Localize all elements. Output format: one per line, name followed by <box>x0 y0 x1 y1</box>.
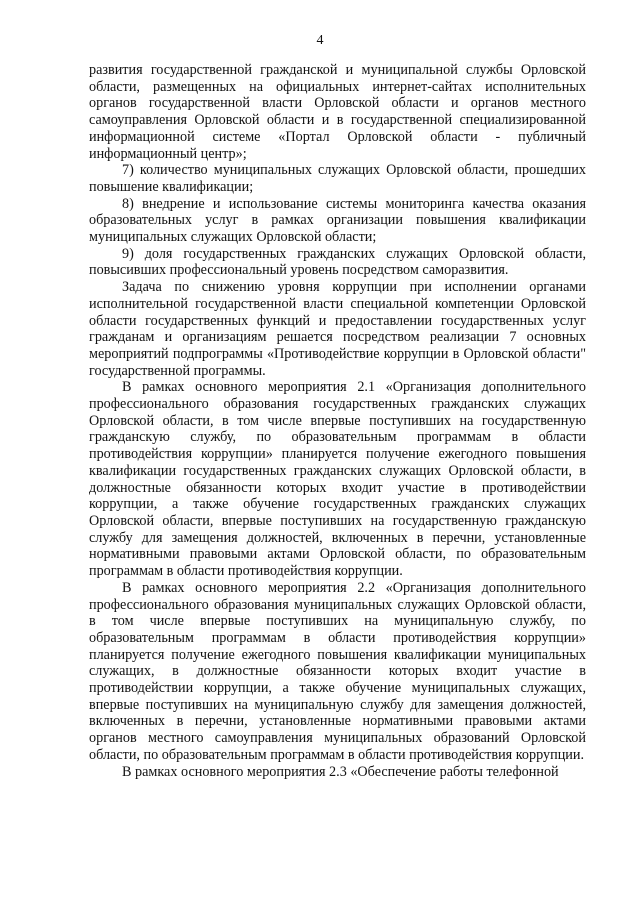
paragraph-continued-from-previous-page: развития государственной гражданской и муниципальной службы Орловской области, размещенных на официальных интернет-сайтах исполнительных органов государственной власти Орловской области и органов местного самоуправления Орловской области и в государственной специализированной информационной системе «Портал Орловской области - публичный информационный центр»; <box>89 62 586 162</box>
list-item-7-trained-municipal-employees: 7) количество муниципальных служащих Орловской области, прошедших повышение квалификации; <box>89 162 586 195</box>
paragraph-measure-2-3-start: В рамках основного мероприятия 2.3 «Обеспечение работы телефонной <box>122 763 559 780</box>
paragraph-anticorruption-task: Задача по снижению уровня коррупции при исполнении органами исполнительной государственной власти специальной компетенции Орловской области государственных функций и предоставлении государственных услуг гражданам и организациям решается посредством реализации 7 основных мероприятий подпрограммы «Противодействие коррупции в Орловской области" государственной программы. <box>89 279 586 379</box>
list-item-8-quality-monitoring-system: 8) внедрение и использование системы мониторинга качества оказания образовательных услуг в рамках организации повышения квалификации муниципальных служащих Орловской области; <box>89 195 586 246</box>
list-item-9-self-development-share: 9) доля государственных гражданских служащих Орловской области, повысивших профессиональный уровень посредством саморазвития. <box>89 245 586 279</box>
paragraph-measure-2-1: В рамках основного мероприятия 2.1 «Организация дополнительного профессионального образования государственных гражданских служащих Орловской области, в том числе впервые поступивших на государственную гражданскую службу, по образовательным программам в области противодействия коррупции» планируется получение ежегодного повышения квалификации государственных гражданских служащих Орловской области, в должностные обязанности которых входит участие в противодействии коррупции, а также обучение государственных гражданских служащих Орловской области, впервые поступивших на государственную гражданскую службу для замещения должностей, включенных в перечни, установленные нормативными правовыми актами Орловской области, по образовательным программам в области противодействия коррупции. <box>89 379 586 580</box>
page-number: 4 <box>316 33 324 48</box>
document-body <box>89 62 586 780</box>
paragraph-measure-2-2: В рамках основного мероприятия 2.2 «Организация дополнительного профессионального образования муниципальных служащих Орловской области, в том числе впервые поступивших на муниципальную службу, по образовательным программам в области противодействия коррупции» планируется получение ежегодного повышения квалификации муниципальных служащих, в должностные обязанности которых входит участие в противодействии коррупции, а также обучение муниципальных служащих, впервые поступивших на муниципальную службу для замещения должностей, включенных в перечни, установленные нормативными правовыми актами органов местного самоуправления муниципальных образований Орловской области, по образовательным программам в области противодействия коррупции. <box>89 579 586 763</box>
